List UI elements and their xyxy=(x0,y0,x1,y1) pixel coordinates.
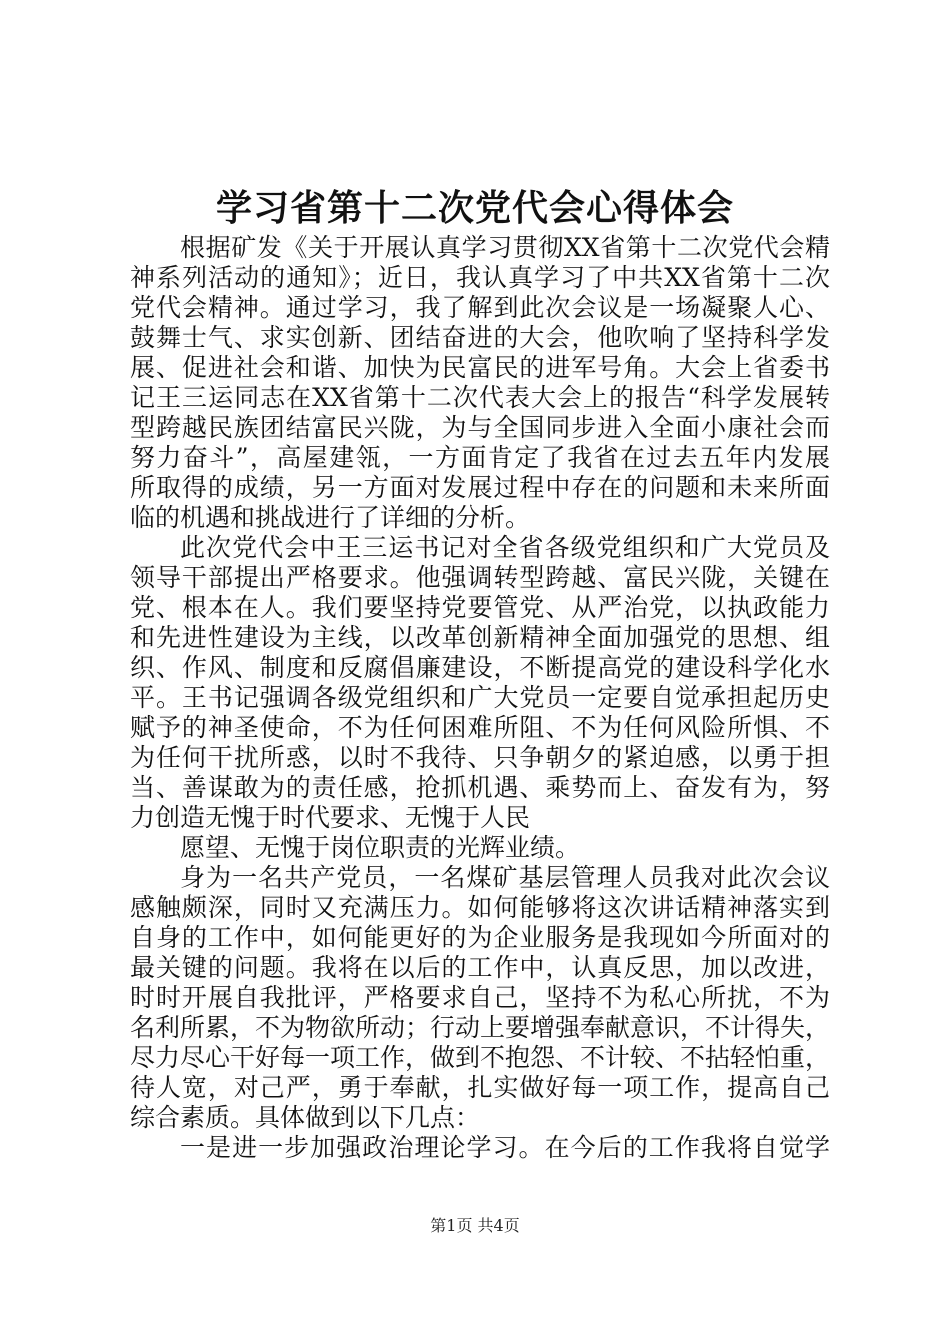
body-line: 鼓舞士气、求实创新、团结奋进的大会，他吹响了坚持科学发 xyxy=(130,323,830,352)
body-line: 力创造无愧于时代要求、无愧于人民 xyxy=(130,803,531,832)
body-line: 所取得的成绩，另一方面对发展过程中存在的问题和未来所面 xyxy=(130,473,830,502)
body-line: 领导干部提出严格要求。他强调转型跨越、富民兴陇，关键在 xyxy=(130,563,830,592)
body-line: 型跨越民族团结富民兴陇，为与全国同步进入全面小康社会而 xyxy=(130,413,830,442)
body-line: 神系列活动的通知》；近日，我认真学习了中共XX省第十二次 xyxy=(130,263,830,292)
document-body xyxy=(130,233,830,1163)
page-number-footer: 第1页 共4页 xyxy=(430,1216,520,1235)
body-line: 当、善谋敢为的责任感，抢抓机遇、乘势而上、奋发有为，努 xyxy=(130,773,830,802)
body-line: 党、根本在人。我们要坚持党要管党、从严治党，以执政能力 xyxy=(130,593,830,622)
body-line: 党代会精神。通过学习，我了解到此次会议是一场凝聚人心、 xyxy=(130,293,830,322)
body-line: 临的机遇和挑战进行了详细的分析。 xyxy=(130,503,531,532)
body-line: 一是进一步加强政治理论学习。在今后的工作我将自觉学 xyxy=(180,1133,830,1162)
body-line: 最关键的问题。我将在以后的工作中，认真反思，加以改进， xyxy=(130,953,830,982)
document-title: 学习省第十二次党代会心得体会 xyxy=(215,187,734,229)
body-line: 努力奋斗”，高屋建瓴，一方面肯定了我省在过去五年内发展 xyxy=(130,443,830,472)
body-line: 为任何干扰所惑，以时不我待、只争朝夕的紧迫感，以勇于担 xyxy=(130,743,830,772)
body-line: 根据矿发《关于开展认真学习贯彻XX省第十二次党代会精 xyxy=(180,233,830,262)
body-line: 待人宽，对己严，勇于奉献，扎实做好每一项工作，提高自己 xyxy=(130,1073,830,1102)
body-line: 展、促进社会和谐、加快为民富民的进军号角。大会上省委书 xyxy=(130,353,830,382)
body-line: 和先进性建设为主线，以改革创新精神全面加强党的思想、组 xyxy=(130,623,830,652)
body-line: 名利所累，不为物欲所动；行动上要增强奉献意识，不计得失， xyxy=(130,1013,831,1042)
body-line: 尽力尽心干好每一项工作，做到不抱怨、不计较、不拈轻怕重， xyxy=(130,1043,831,1072)
body-line: 记王三运同志在XX省第十二次代表大会上的报告“科学发展转 xyxy=(130,383,830,412)
body-line: 赋予的神圣使命，不为任何困难所阻、不为任何风险所惧、不 xyxy=(130,713,830,742)
body-line: 自身的工作中，如何能更好的为企业服务是我现如今所面对的 xyxy=(130,923,830,952)
body-line: 感触颇深，同时又充满压力。如何能够将这次讲话精神落实到 xyxy=(130,893,830,922)
body-line: 时时开展自我批评，严格要求自己，坚持不为私心所扰，不为 xyxy=(130,983,830,1012)
body-line: 身为一名共产党员，一名煤矿基层管理人员我对此次会议 xyxy=(180,863,830,892)
body-line: 此次党代会中王三运书记对全省各级党组织和广大党员及 xyxy=(180,533,830,562)
body-line: 织、作风、制度和反腐倡廉建设，不断提高党的建设科学化水 xyxy=(130,653,830,682)
body-line: 平。王书记强调各级党组织和广大党员一定要自觉承担起历史 xyxy=(130,683,830,712)
body-line: 综合素质。具体做到以下几点： xyxy=(130,1103,481,1132)
body-line: 愿望、无愧于岗位职责的光辉业绩。 xyxy=(180,833,581,862)
